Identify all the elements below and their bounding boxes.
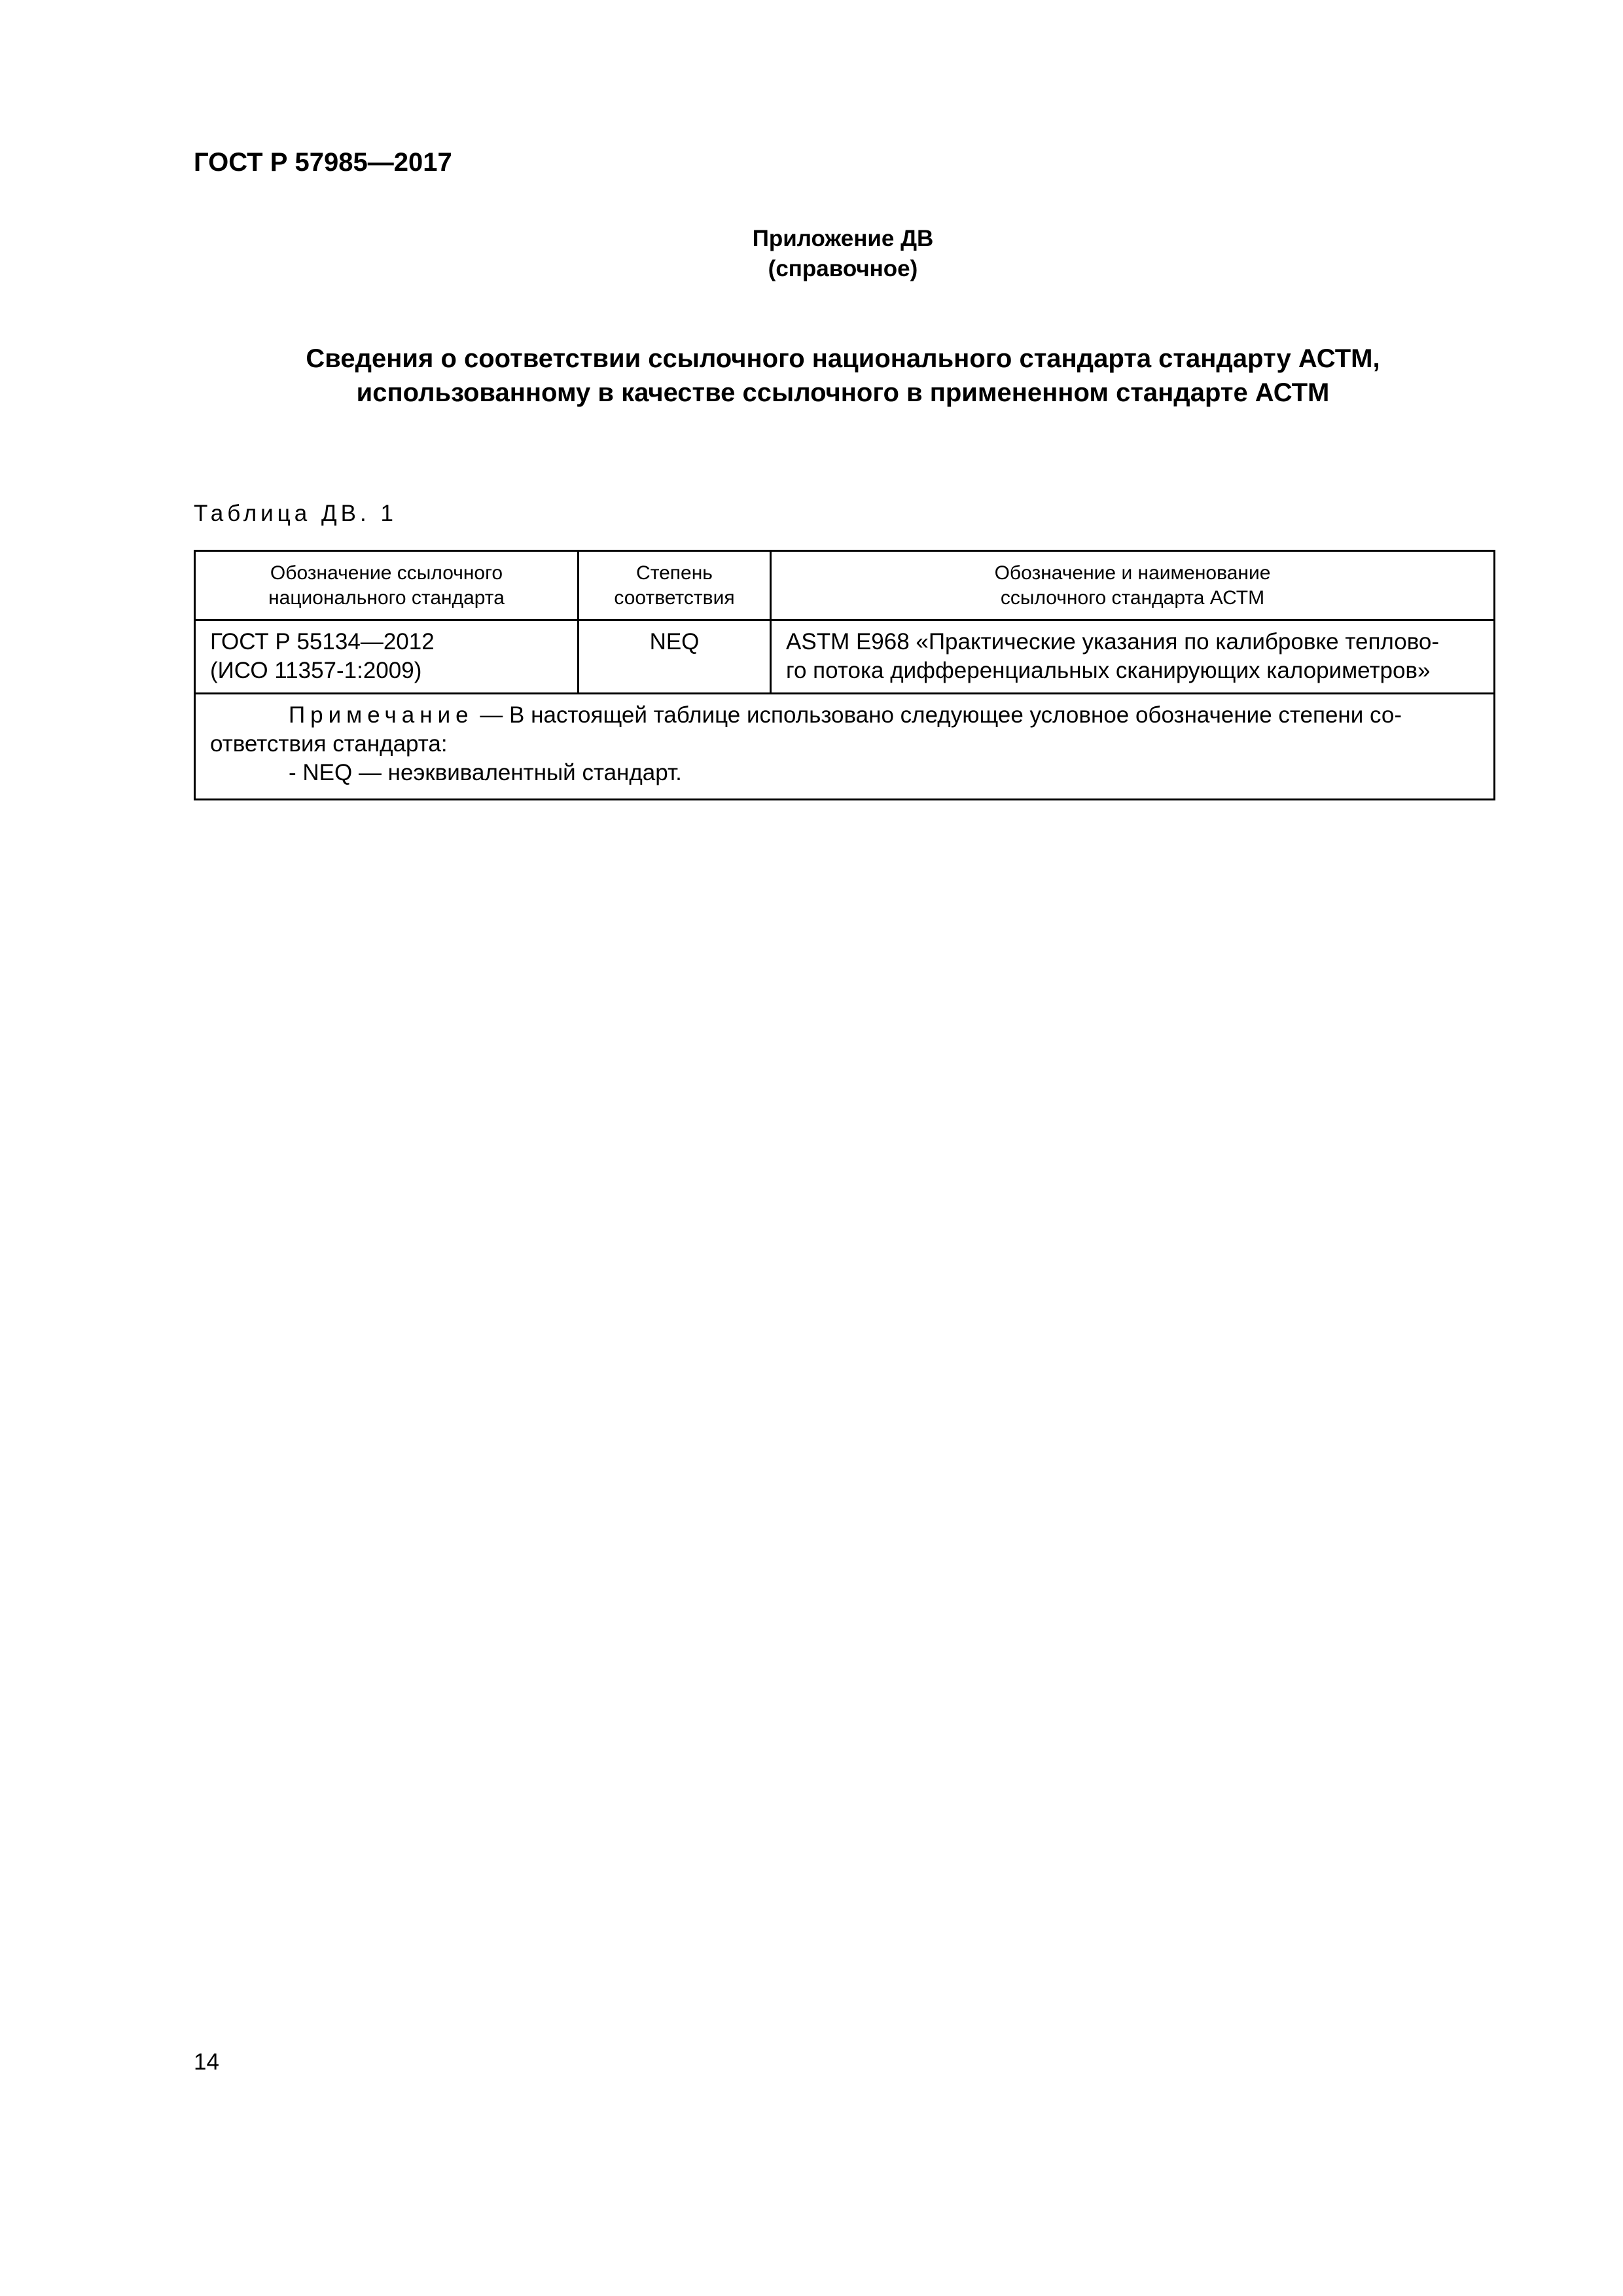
cell-text: ГОСТ Р 55134—2012 xyxy=(210,629,435,655)
header-text: национального стандарта xyxy=(268,587,505,609)
appendix-title: Приложение ДВ xyxy=(752,226,934,251)
table-caption: Таблица ДВ. 1 xyxy=(194,501,397,526)
section-title-line-1: Сведения о соответствии ссылочного национального стандарта стандарту АСТМ, xyxy=(306,344,1380,373)
note-text: — В настоящей таблице использовано следующее условное обозначение степени со- xyxy=(473,702,1402,728)
header-text: Обозначение ссылочного xyxy=(270,562,503,584)
cell-degree xyxy=(579,620,771,694)
standards-table xyxy=(194,550,1495,800)
header-cell-reference xyxy=(771,551,1495,620)
table-note xyxy=(195,694,1495,800)
cell-designation xyxy=(195,620,579,694)
header-text: Степень xyxy=(636,562,713,584)
document-code: ГОСТ Р 57985—2017 xyxy=(194,148,452,177)
header-text: Обозначение и наименование xyxy=(994,562,1271,584)
appendix-heading xyxy=(194,224,1492,284)
cell-text: (ИСО 11357-1:2009) xyxy=(210,658,422,683)
note-line-2: ответствия стандарта: xyxy=(210,731,448,757)
header-cell-degree xyxy=(579,551,771,620)
note-line-1 xyxy=(210,701,1480,730)
header-cell-designation xyxy=(195,551,579,620)
table-note-row xyxy=(195,694,1495,800)
note-item: - NEQ — неэквивалентный стандарт. xyxy=(289,760,682,785)
cell-text: NEQ xyxy=(649,629,700,655)
cell-text: го потока дифференциальных сканирующих калориметров» xyxy=(786,658,1431,683)
cell-reference xyxy=(771,620,1495,694)
note-label: Примечание xyxy=(289,702,474,728)
section-title-line-2: использованному в качестве ссылочного в примененном стандарте АСТМ xyxy=(356,378,1330,407)
table-row xyxy=(195,620,1495,694)
page-number: 14 xyxy=(194,2049,219,2075)
cell-text: ASTM E968 «Практические указания по калибровке теплово- xyxy=(786,629,1440,655)
header-text: соответствия xyxy=(614,587,735,609)
header-text: ссылочного стандарта АСТМ xyxy=(1000,587,1265,609)
section-title xyxy=(194,342,1492,410)
appendix-status: (справочное) xyxy=(768,256,918,281)
table-header-row xyxy=(195,551,1495,620)
